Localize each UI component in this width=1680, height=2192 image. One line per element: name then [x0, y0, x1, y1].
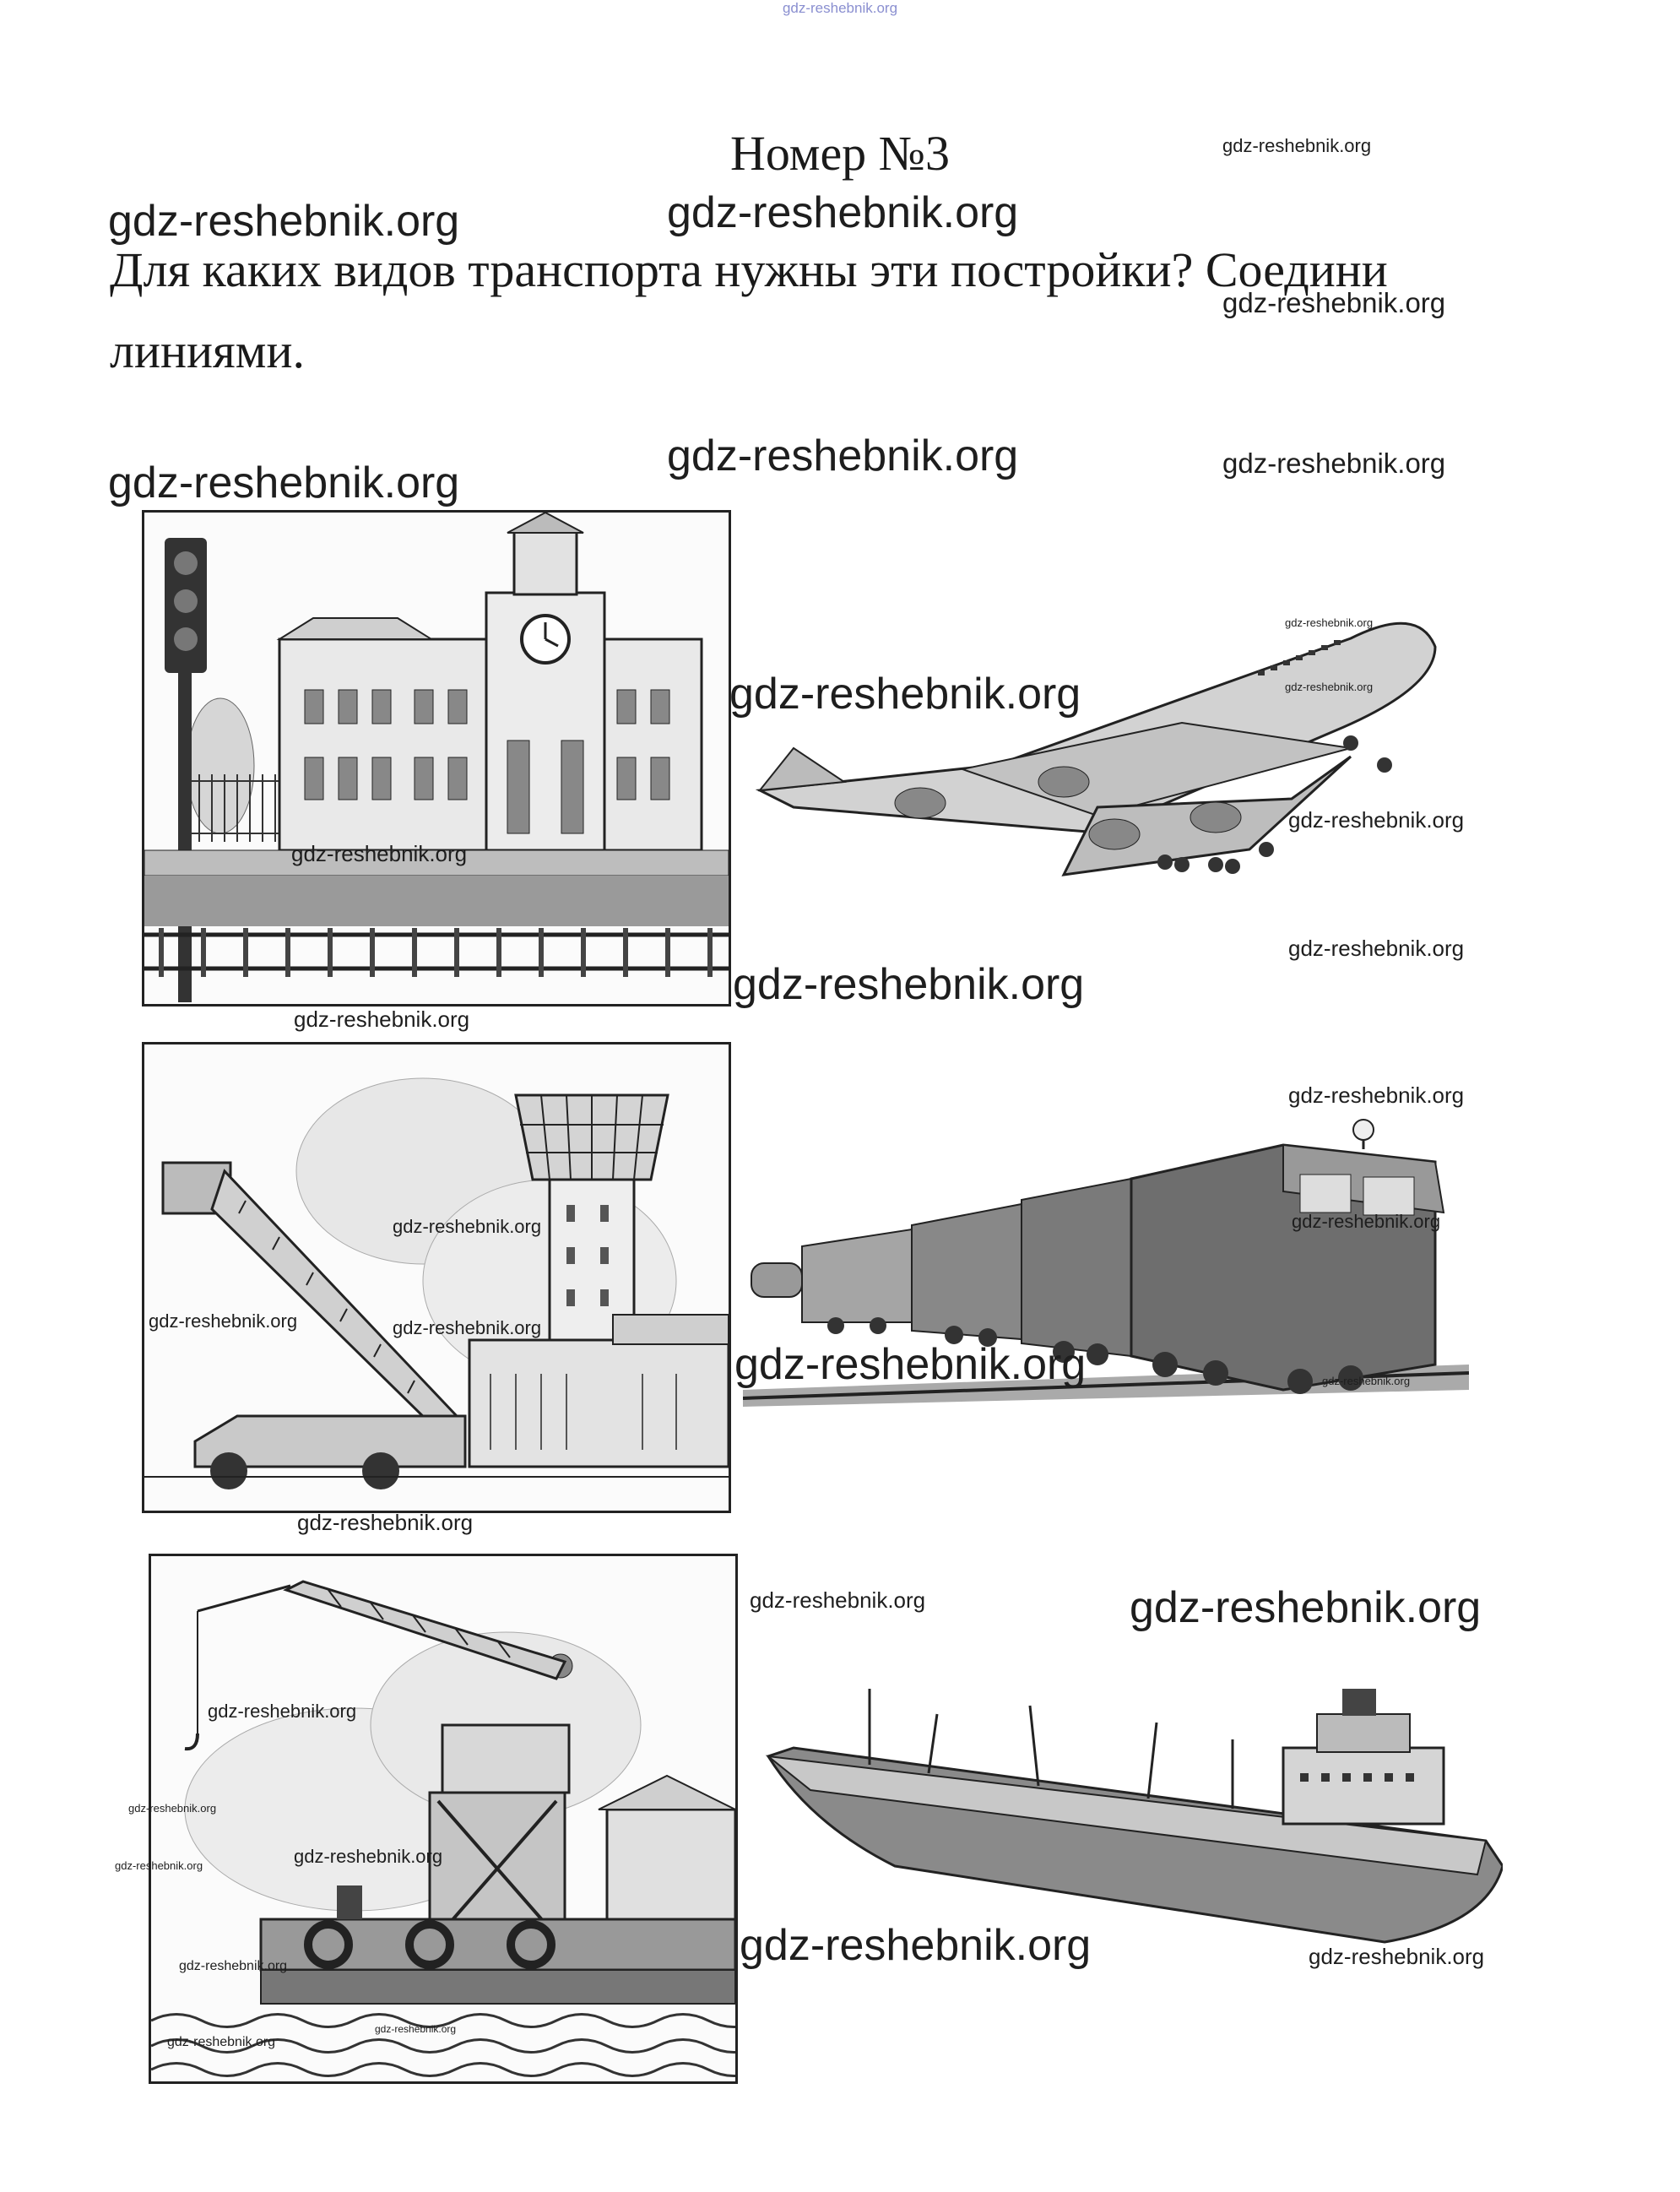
- watermark: gdz-reshebnik.org: [1130, 1583, 1482, 1632]
- watermark: gdz-reshebnik.org: [128, 1802, 217, 1815]
- watermark: gdz-reshebnik.org: [115, 1859, 203, 1872]
- top-watermark: gdz-reshebnik.org: [782, 0, 898, 16]
- watermark: gdz-reshebnik.org: [740, 1921, 1092, 1970]
- watermark: gdz-reshebnik.org: [733, 960, 1085, 1009]
- watermark: gdz-reshebnik.org: [1292, 1211, 1441, 1232]
- airplane-picture: [743, 596, 1486, 900]
- watermark: gdz-reshebnik.org: [729, 670, 1081, 719]
- watermark: gdz-reshebnik.org: [1285, 681, 1374, 693]
- watermark: gdz-reshebnik.org: [294, 1846, 443, 1867]
- watermark: gdz-reshebnik.org: [750, 1587, 926, 1613]
- watermark: gdz-reshebnik.org: [1288, 936, 1465, 961]
- watermark: gdz-reshebnik.org: [179, 1959, 288, 1973]
- watermark: gdz-reshebnik.org: [294, 1006, 470, 1032]
- task-text: Для каких видов транспорта нужны эти постройки? Соедини линиями.: [110, 242, 1388, 378]
- watermark: gdz-reshebnik.org: [1322, 1375, 1411, 1387]
- watermark: gdz-reshebnik.org: [1309, 1944, 1485, 1969]
- seaport-picture: [149, 1554, 738, 2084]
- watermark: gdz-reshebnik.org: [1222, 287, 1446, 318]
- watermark: gdz-reshebnik.org: [108, 197, 460, 246]
- watermark: gdz-reshebnik.org: [291, 841, 468, 866]
- watermark: gdz-reshebnik.org: [149, 1310, 298, 1332]
- watermark: gdz-reshebnik.org: [375, 2023, 457, 2035]
- watermark: gdz-reshebnik.org: [108, 458, 460, 507]
- watermark: gdz-reshebnik.org: [1288, 1082, 1465, 1108]
- watermark: gdz-reshebnik.org: [1285, 616, 1374, 629]
- airport-picture: [142, 1042, 731, 1513]
- watermark: gdz-reshebnik.org: [297, 1510, 474, 1535]
- watermark: gdz-reshebnik.org: [393, 1216, 542, 1237]
- watermark: gdz-reshebnik.org: [734, 1340, 1087, 1389]
- watermark: gdz-reshebnik.org: [1288, 807, 1465, 833]
- watermark: gdz-reshebnik.org: [167, 2035, 276, 2049]
- watermark: gdz-reshebnik.org: [208, 1701, 357, 1722]
- watermark: gdz-reshebnik.org: [1222, 135, 1372, 156]
- watermark: gdz-reshebnik.org: [667, 431, 1019, 480]
- railway-station-picture: [142, 510, 731, 1006]
- watermark: gdz-reshebnik.org: [393, 1317, 542, 1338]
- watermark: gdz-reshebnik.org: [1222, 448, 1446, 479]
- page-title: Номер №3: [729, 126, 951, 181]
- watermark: gdz-reshebnik.org: [667, 188, 1019, 237]
